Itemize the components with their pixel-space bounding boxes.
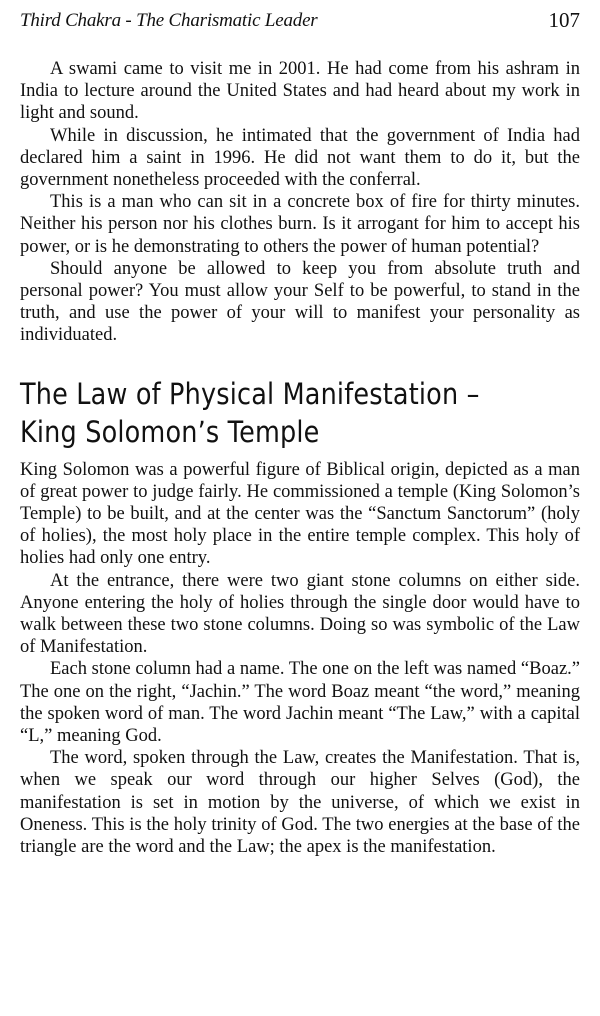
paragraph-king-solomon: King Solomon was a powerful figure of Biblical origin, depicted as a man of great power to judge fairly. He commissioned a temple (King Solomon’s Temple) to be built, and at the center was the “Sanctum Sanctorum” (holy of holies), the most holy place in the entire temple complex. This holy of holies had only one entry. (20, 459, 580, 569)
paragraph-fire-box: This is a man who can sit in a concrete box of fire for thirty minutes. Neither his person nor his clothes burn. Is it arrogant for him to accept his power, or is he demonstrating to others the power of human potential? (20, 192, 580, 257)
running-title: Third Chakra - The Charismatic Leader (20, 10, 318, 31)
paragraph-boaz-jachin: Each stone column had a name. The one on the left was named “Boaz.” The one on the right, “Jachin.” The word Boaz meant “the word,” meaning the spoken word of man. The word Jachin meant “The Law,” with a capital “L,” meaning God. (20, 659, 580, 747)
section-heading-line-1: The Law of Physical Manifestation – (20, 376, 480, 411)
paragraph-saint-declaration: While in discussion, he intimated that the government of India had declared him a saint in 1996. He did not want them to do it, but the government nonetheless proceeded with the conferral. (20, 125, 580, 191)
page-number: 107 (548, 8, 580, 32)
section-heading-line-2: King Solomon’s Temple (20, 414, 320, 449)
body-text (20, 58, 580, 858)
paragraph-swami-visit: A swami came to visit me in 2001. He had come from his ashram in India to lecture around the United States and had heard about my work in light and sound. (20, 59, 580, 124)
paragraph-holy-trinity: The word, spoken through the Law, creates the Manifestation. That is, when we speak our word through our higher Selves (God), the manifestation is set in motion by the universe, of which we exist in Oneness. This is the holy trinity of God. The two energies at the base of the triangle are the word and the Law; the apex is the manifestation. (20, 748, 580, 858)
section-heading (20, 375, 583, 451)
running-head (20, 8, 580, 40)
paragraph-personal-power: Should anyone be allowed to keep you from absolute truth and personal power? You must allow your Self to be powerful, to stand in the truth, and use the power of your will to manifest your personality as individuated. (20, 258, 580, 346)
paragraph-stone-columns: At the entrance, there were two giant stone columns on either side. Anyone entering the holy of holies through the single door would have to walk between these two stone columns. Doing so was symbolic of the Law of Manifestation. (20, 570, 580, 658)
